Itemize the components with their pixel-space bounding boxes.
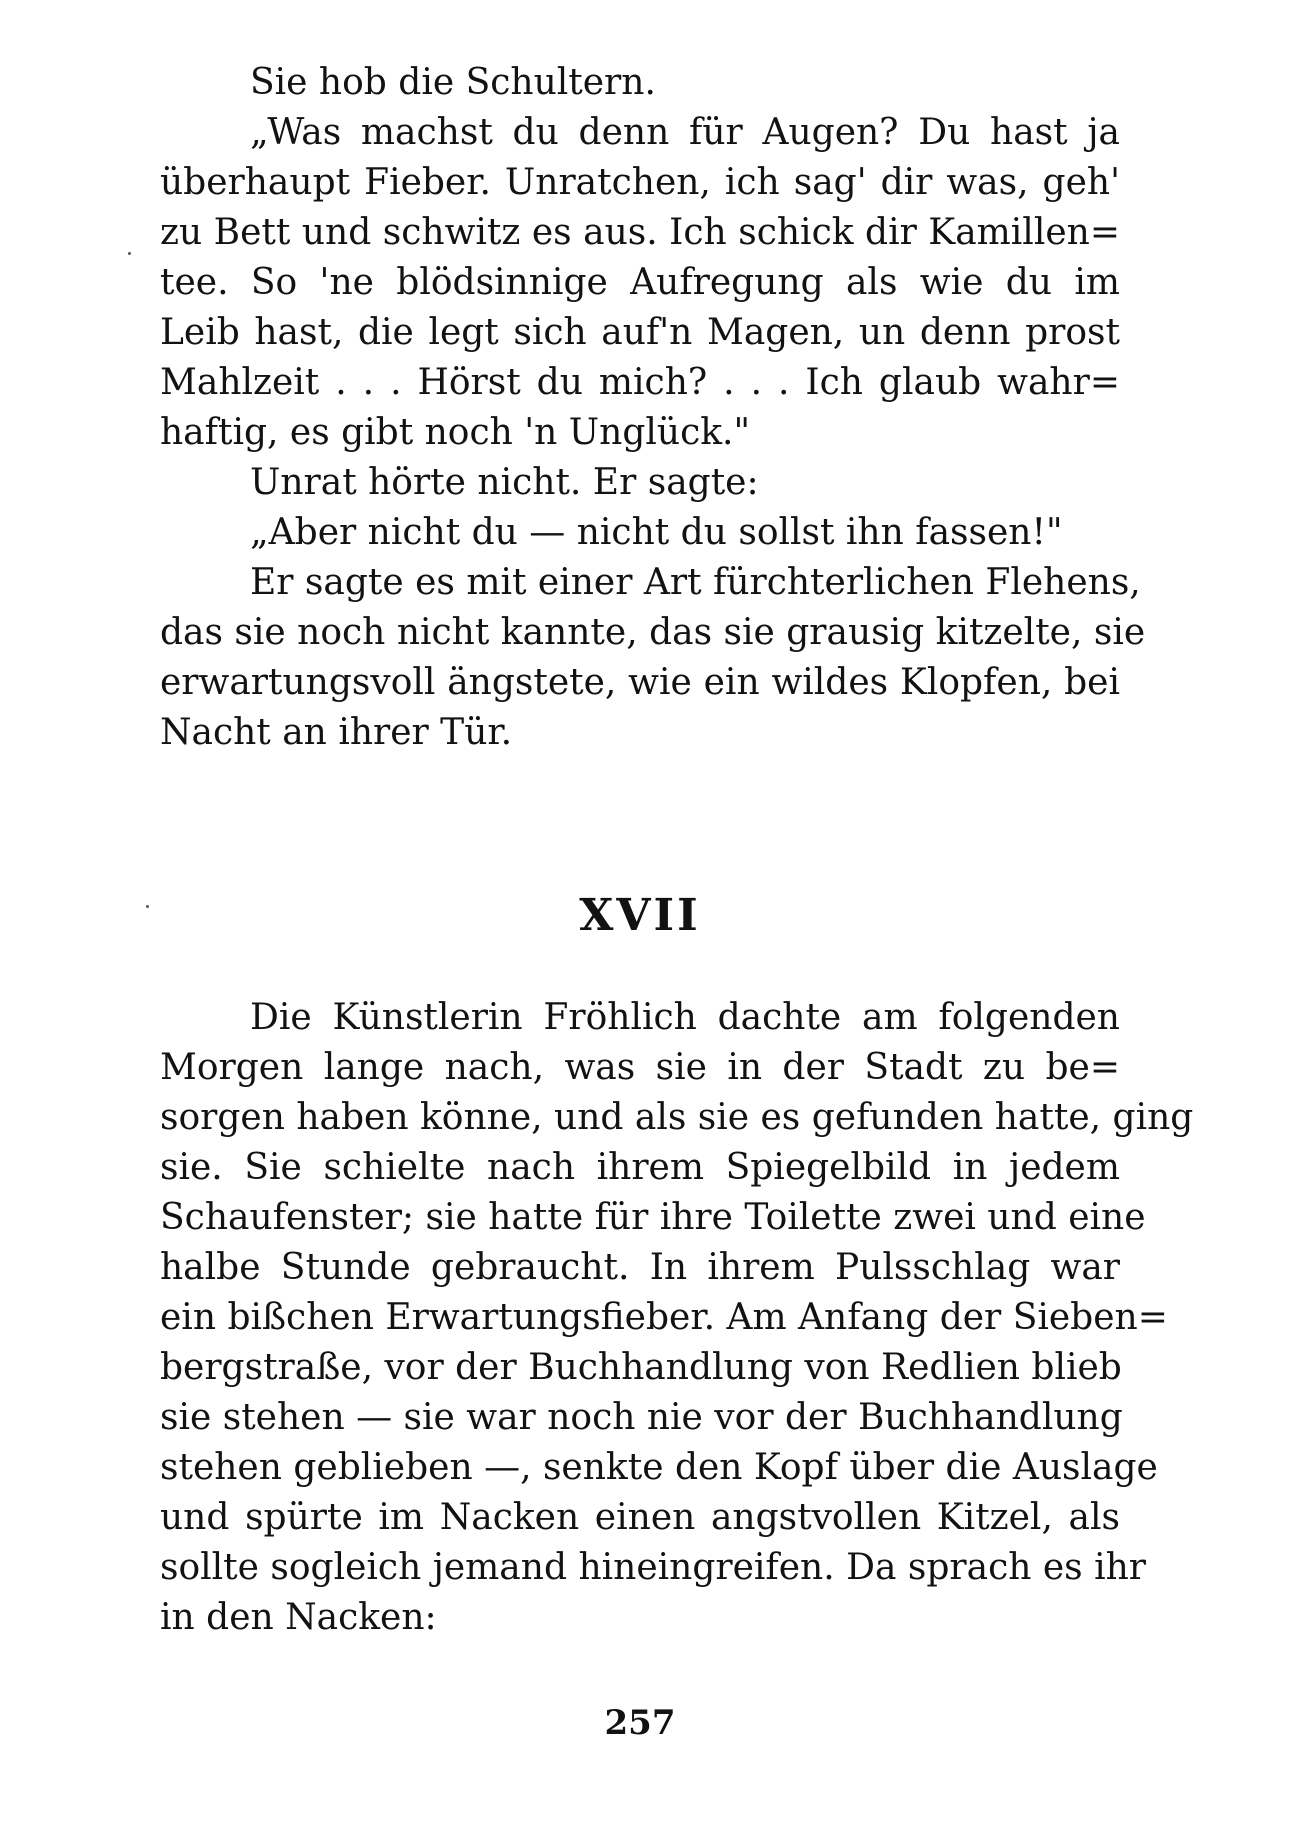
chapter-heading: XVII — [579, 890, 701, 941]
scan-speck — [128, 252, 131, 255]
text-line: Die Künstlerin Fröhlich dachte am folgenden — [250, 997, 1120, 1038]
text-line: zu Bett und schwitz es aus. Ich schick dir Kamillen= — [160, 212, 1120, 253]
text-line: das sie noch nicht kannte, das sie grausig kitzelte, sie — [160, 612, 1146, 653]
text-line: Leib hast, die legt sich auf'n Magen, un denn prost — [160, 312, 1120, 353]
text-line: in den Nacken: — [160, 1597, 437, 1638]
text-line: haftig, es gibt noch 'n Unglück." — [160, 412, 751, 453]
text-line: halbe Stunde gebraucht. In ihrem Pulsschlag war — [160, 1247, 1120, 1288]
text-line: Er sagte es mit einer Art fürchterlichen Flehens, — [250, 562, 1141, 603]
text-line: bergstraße, vor der Buchhandlung von Redlien blieb — [160, 1347, 1122, 1388]
text-line: Sie hob die Schultern. — [250, 62, 656, 103]
text-line: stehen geblieben —, senkte den Kopf über die Auslage — [160, 1447, 1158, 1488]
text-line: überhaupt Fieber. Unratchen, ich sag' dir was, geh' — [160, 162, 1120, 203]
text-line: Nacht an ihrer Tür. — [160, 712, 513, 753]
text-line: Mahlzeit . . . Hörst du mich? . . . Ich glaub wahr= — [160, 362, 1120, 403]
text-line: Unrat hörte nicht. Er sagte: — [250, 462, 759, 503]
page-number: 257 — [604, 1703, 676, 1743]
text-line: sollte sogleich jemand hineingreifen. Da sprach es ihr — [160, 1547, 1146, 1588]
text-line: „Aber nicht du — nicht du sollst ihn fassen!" — [250, 512, 1063, 553]
text-line: Schaufenster; sie hatte für ihre Toilette zwei und eine — [160, 1197, 1146, 1238]
text-line: ein bißchen Erwartungsfieber. Am Anfang der Sieben= — [160, 1297, 1168, 1338]
text-line: sie. Sie schielte nach ihrem Spiegelbild in jedem — [160, 1147, 1120, 1188]
text-line: tee. So 'ne blödsinnige Aufregung als wie du im — [160, 262, 1120, 303]
text-line: „Was machst du denn für Augen? Du hast ja — [250, 112, 1120, 153]
text-line: sorgen haben könne, und als sie es gefunden hatte, ging — [160, 1097, 1194, 1138]
text-line: Morgen lange nach, was sie in der Stadt zu be= — [160, 1047, 1120, 1088]
text-line: und spürte im Nacken einen angstvollen Kitzel, als — [160, 1497, 1120, 1538]
text-line: sie stehen — sie war noch nie vor der Buchhandlung — [160, 1397, 1123, 1438]
text-line: erwartungsvoll ängstete, wie ein wildes Klopfen, bei — [160, 662, 1120, 703]
scan-speck — [146, 905, 149, 908]
book-page — [160, 56, 1194, 1816]
